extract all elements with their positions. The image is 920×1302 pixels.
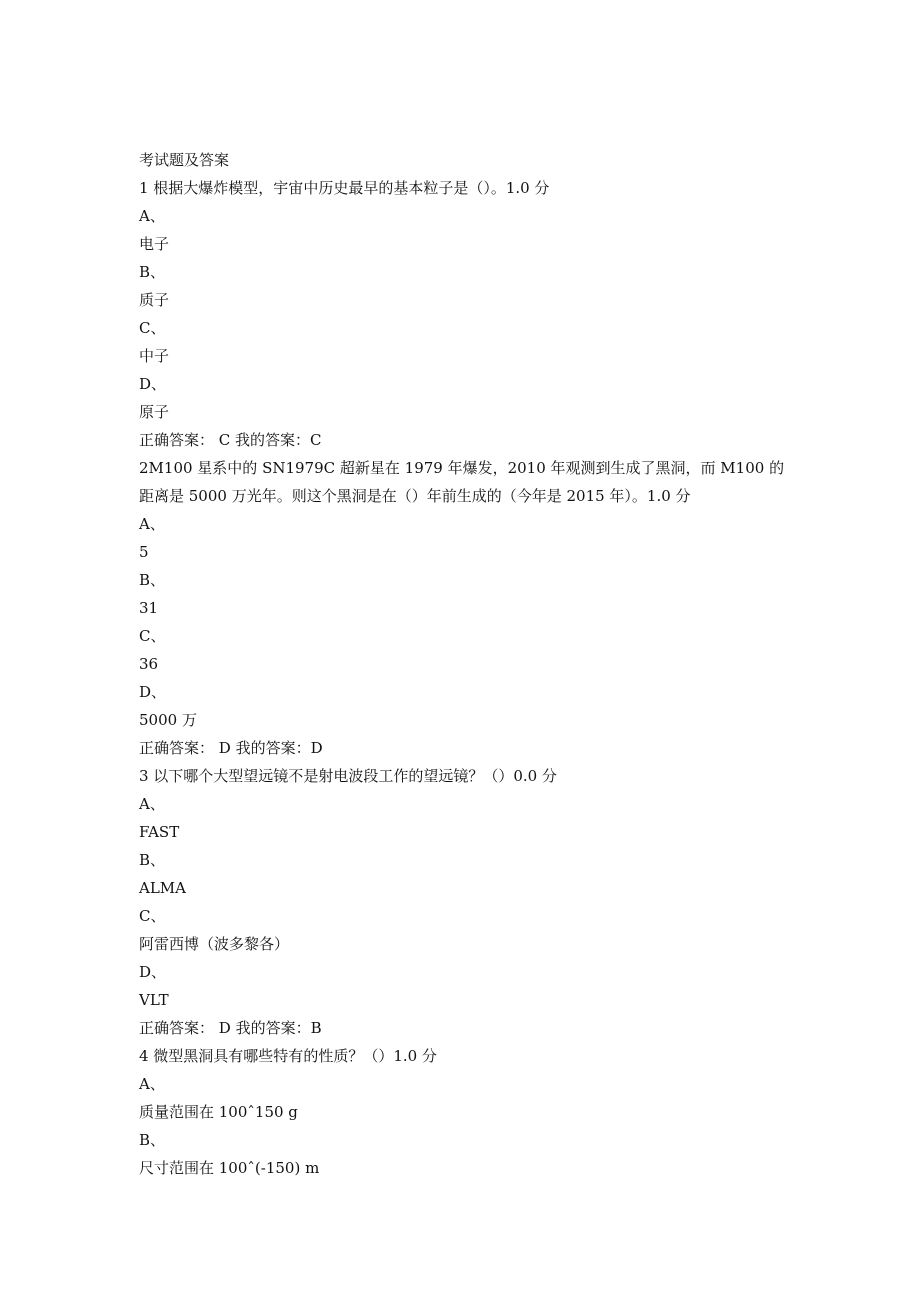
answer-line: 正确答案： D 我的答案：D — [139, 739, 323, 757]
option-label: C、 — [139, 627, 166, 645]
question-4 — [139, 1042, 799, 1182]
answer-line: 正确答案： C 我的答案：C — [139, 431, 322, 449]
option-label: B、 — [139, 851, 166, 869]
option-text: ALMA — [139, 879, 186, 897]
question-2 — [139, 454, 799, 762]
option-label: D、 — [139, 963, 167, 981]
option-text: VLT — [139, 991, 169, 1009]
question-stem: 2M100 星系中的 SN1979C 超新星在 1979 年爆发，2010 年观测到生成了黑洞，而 M100 的距离是 5000 万光年。则这个黑洞是在（）年前生成的（今年是 2015 年）。1.0 分 — [139, 459, 785, 505]
option-label: A、 — [139, 207, 165, 225]
question-3 — [139, 762, 799, 1042]
option-text: 原子 — [139, 403, 170, 421]
option-text: 31 — [139, 599, 159, 617]
option-label: A、 — [139, 795, 165, 813]
option-text: 5 — [139, 543, 149, 561]
option-label: C、 — [139, 319, 166, 337]
option-label: D、 — [139, 683, 167, 701]
option-text: 中子 — [139, 347, 170, 365]
option-label: D、 — [139, 375, 167, 393]
option-text: 5000 万 — [139, 711, 197, 729]
question-stem: 1 根据大爆炸模型，宇宙中历史最早的基本粒子是（）。1.0 分 — [139, 179, 550, 197]
option-text: 质子 — [139, 291, 170, 309]
option-text: FAST — [139, 823, 180, 841]
option-label: B、 — [139, 1131, 166, 1149]
question-1 — [139, 174, 799, 454]
option-text: 36 — [139, 655, 159, 673]
option-label: A、 — [139, 515, 165, 533]
option-label: B、 — [139, 571, 166, 589]
document-title: 考试题及答案 — [139, 151, 230, 169]
option-text: 质量范围在 100ˆ150 g — [139, 1103, 298, 1121]
question-stem: 4 微型黑洞具有哪些特有的性质？（）1.0 分 — [139, 1047, 437, 1065]
option-text: 电子 — [139, 235, 170, 253]
answer-line: 正确答案： D 我的答案：B — [139, 1019, 322, 1037]
option-label: A、 — [139, 1075, 165, 1093]
option-text: 尺寸范围在 100ˆ(-150) m — [139, 1159, 320, 1177]
question-stem: 3 以下哪个大型望远镜不是射电波段工作的望远镜？（）0.0 分 — [139, 767, 557, 785]
document-page — [139, 146, 799, 1182]
option-text: 阿雷西博（波多黎各） — [139, 935, 290, 953]
option-label: C、 — [139, 907, 166, 925]
option-label: B、 — [139, 263, 166, 281]
